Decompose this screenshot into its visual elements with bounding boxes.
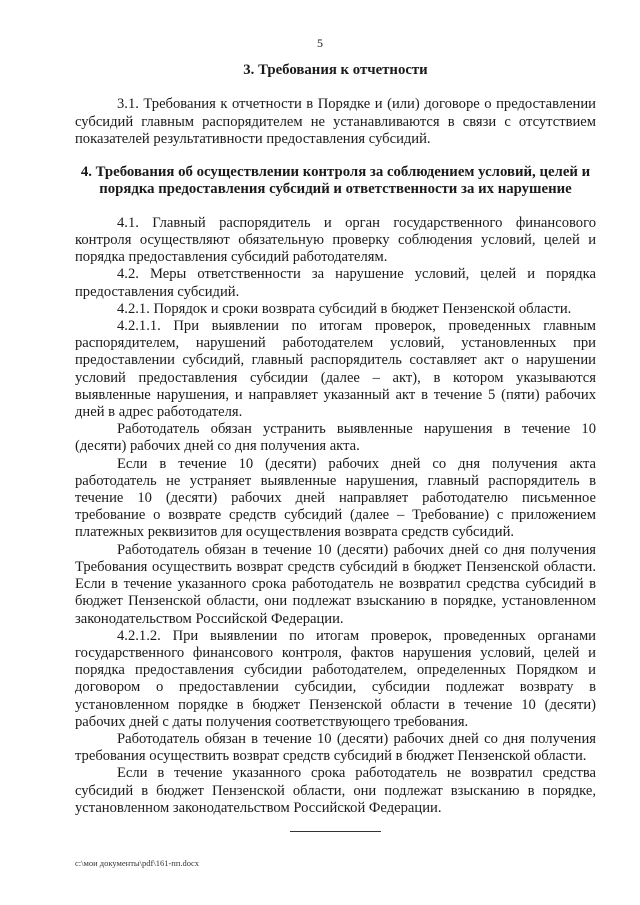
- paragraph-employer-obliged-return: Работодатель обязан в течение 10 (десяти) рабочих дней со дня получения Требования осуществить возврат средств субсидий в бюджет Пензенской области. Если в течение указанного срока работодатель не возвратил средства субсидий в бюджет Пензенской области, они подлежат взысканию в порядке, установленном законодательством Российской Федерации.: [75, 541, 596, 627]
- paragraph-employer-obliged-eliminate: Работодатель обязан устранить выявленные нарушения в течение 10 (десяти) рабочих дней со дня получения акта.: [75, 421, 596, 455]
- paragraph-4-1: 4.1. Главный распорядитель и орган государственного финансового контроля осуществляют обязательную проверку соблюдения условий, целей и порядка предоставления субсидий работодателям.: [75, 214, 596, 266]
- document-body: [75, 62, 596, 817]
- section-3-title: 3. Требования к отчетности: [243, 62, 428, 78]
- paragraph-4-2-1-1: 4.2.1.1. При выявлении по итогам проверок, проведенных главным распорядителем, нарушений работодателем условий, установленных при предоставлении субсидий, главный распорядитель составляет акт о нарушении условий предоставления субсидии (далее – акт), в котором указываются выявленные нарушения, и направляет указанный акт в течение 5 (пяти) рабочих дней в адрес работодателя.: [75, 318, 596, 421]
- paragraph-3-1: 3.1. Требования к отчетности в Порядке и (или) договоре о предоставлении субсидий главным распорядителем не устанавливаются в связи с отсутствием показателей результативности предоставления субсидий.: [75, 96, 596, 147]
- end-divider: [290, 831, 381, 832]
- paragraph-4-2: 4.2. Меры ответственности за нарушение условий, целей и порядка предоставления субсидий.: [75, 266, 596, 300]
- paragraph-4-2-1-2: 4.2.1.2. При выявлении по итогам проверок, проведенных органами государственного финансового контроля, фактов нарушения условий, целей и порядка предоставления субсидии работодателем, определенных Порядком и договором о предоставлении субсидии, субсидии подлежат возврату в установленном порядке в бюджет Пензенской области в течение 10 (десяти) рабочих дней с даты получения соответствующего требования.: [75, 627, 596, 730]
- page-number: 5: [317, 36, 323, 50]
- paragraph-employer-return-10-days: Работодатель обязан в течение 10 (десяти) рабочих дней со дня получения требования осуществить возврат средств субсидий в бюджет Пензенской области.: [75, 730, 596, 765]
- footer-file-path: c:\мои документы\pdf\161-пп.docx: [75, 858, 200, 868]
- paragraph-if-not-eliminated: Если в течение 10 (десяти) рабочих дней со дня получения акта работодатель не устраняет выявленные нарушения, главный распорядитель в течение 10 (десяти) рабочих дней направляет работодателю письменное требование о возврате средств субсидий (далее – Требование) с приложением платежных реквизитов для осуществления возврата средств субсидий.: [75, 455, 596, 541]
- paragraph-recovery-by-law: Если в течение указанного срока работодатель не возвратил средства субсидий в бюджет Пензенской области, они подлежат взысканию в порядке, установленном законодательством Российской Федерации.: [75, 765, 596, 816]
- section-4-title: 4. Требования об осуществлении контроля за соблюдением условий, целей и порядка предоставления субсидий и ответственности за их нарушение: [80, 164, 591, 198]
- paragraph-4-2-1: 4.2.1. Порядок и сроки возврата субсидий в бюджет Пензенской области.: [117, 300, 572, 317]
